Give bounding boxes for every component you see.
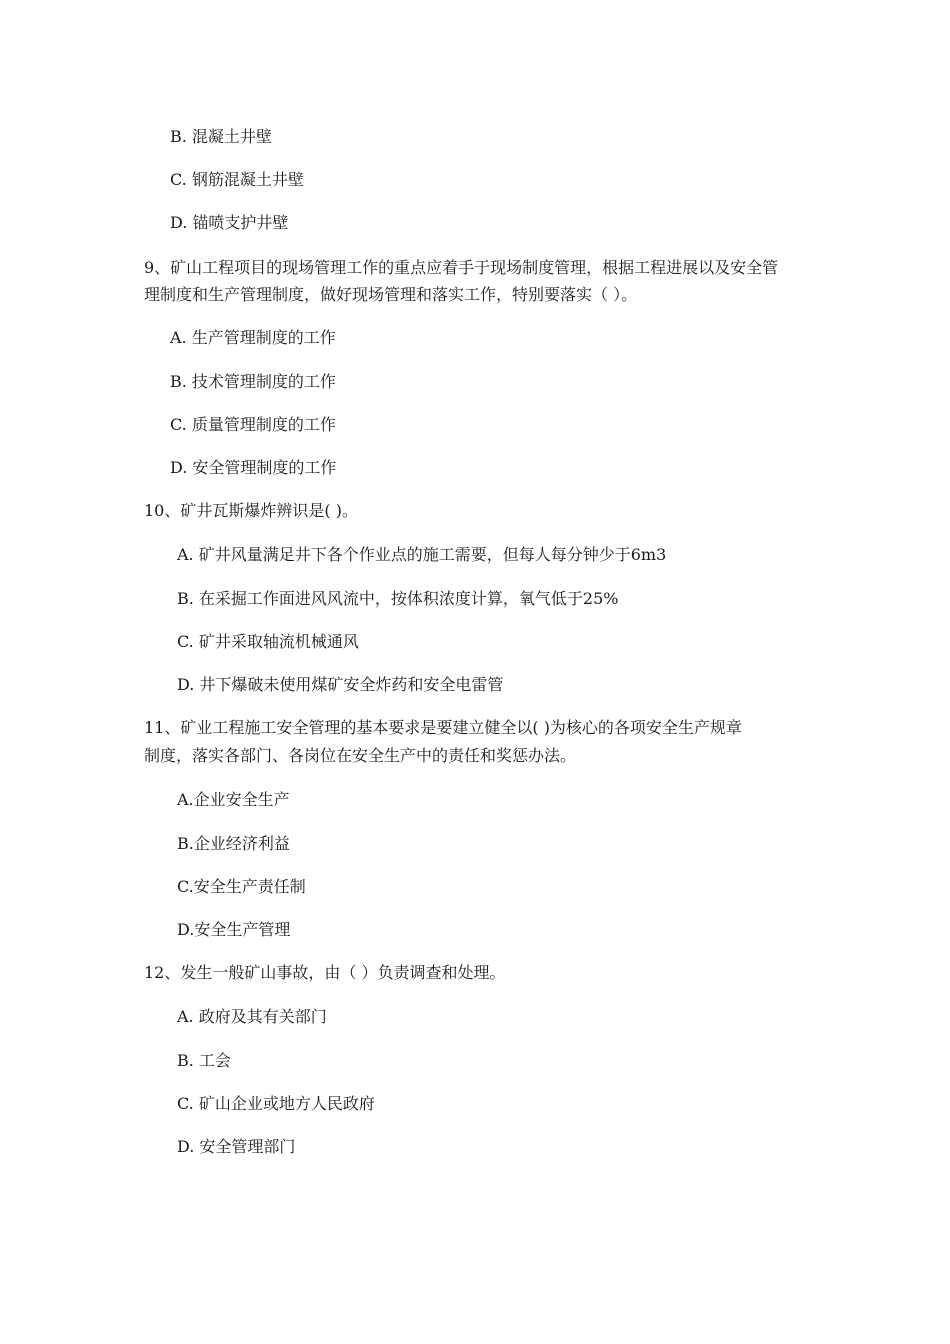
q10-text: 10、矿井瓦斯爆炸辨识是( )。	[144, 501, 358, 520]
q10-option-d: D. 井下爆破未使用煤矿安全炸药和安全电雷管	[177, 675, 504, 694]
q12-option-b: B. 工会	[177, 1051, 231, 1070]
q11-option-c: C.安全生产责任制	[177, 877, 306, 896]
q8-option-d: D. 锚喷支护井壁	[170, 213, 289, 232]
q10-option-a: A. 矿井风量满足井下各个作业点的施工需要，但每人每分钟少于6m3	[177, 545, 667, 564]
q12-option-d: D. 安全管理部门	[177, 1137, 296, 1156]
q9-option-a: A. 生产管理制度的工作	[170, 328, 336, 347]
q9-text-line-2: 理制度和生产管理制度，做好现场管理和落实工作，特别要落实（ ）。	[144, 285, 638, 304]
q12-option-c: C. 矿山企业或地方人民政府	[177, 1094, 375, 1113]
q8-option-c: C. 钢筋混凝土井壁	[170, 170, 304, 189]
q11-option-b: B.企业经济利益	[177, 834, 290, 853]
q11-option-d: D.安全生产管理	[177, 920, 291, 939]
q11-text-line-2: 制度，落实各部门、各岗位在安全生产中的责任和奖惩办法。	[144, 746, 577, 765]
q12-text: 12、发生一般矿山事故，由（ ）负责调查和处理。	[144, 963, 506, 982]
q11-text-line-1: 11、矿业工程施工安全管理的基本要求是要建立健全以( )为核心的各项安全生产规章	[144, 718, 742, 737]
q10-option-c: C. 矿井采取轴流机械通风	[177, 632, 359, 651]
q12-option-a: A. 政府及其有关部门	[177, 1007, 327, 1026]
q11-option-a: A.企业安全生产	[177, 790, 290, 809]
q9-option-c: C. 质量管理制度的工作	[170, 415, 336, 434]
q8-option-b: B. 混凝土井壁	[170, 127, 272, 146]
q10-option-b: B. 在采掘工作面进风风流中，按体积浓度计算，氧气低于25%	[177, 589, 619, 608]
q9-option-d: D. 安全管理制度的工作	[170, 458, 337, 477]
q9-text-line-1: 9、矿山工程项目的现场管理工作的重点应着手于现场制度管理，根据工程进展以及安全管	[144, 258, 779, 277]
q9-option-b: B. 技术管理制度的工作	[170, 372, 336, 391]
